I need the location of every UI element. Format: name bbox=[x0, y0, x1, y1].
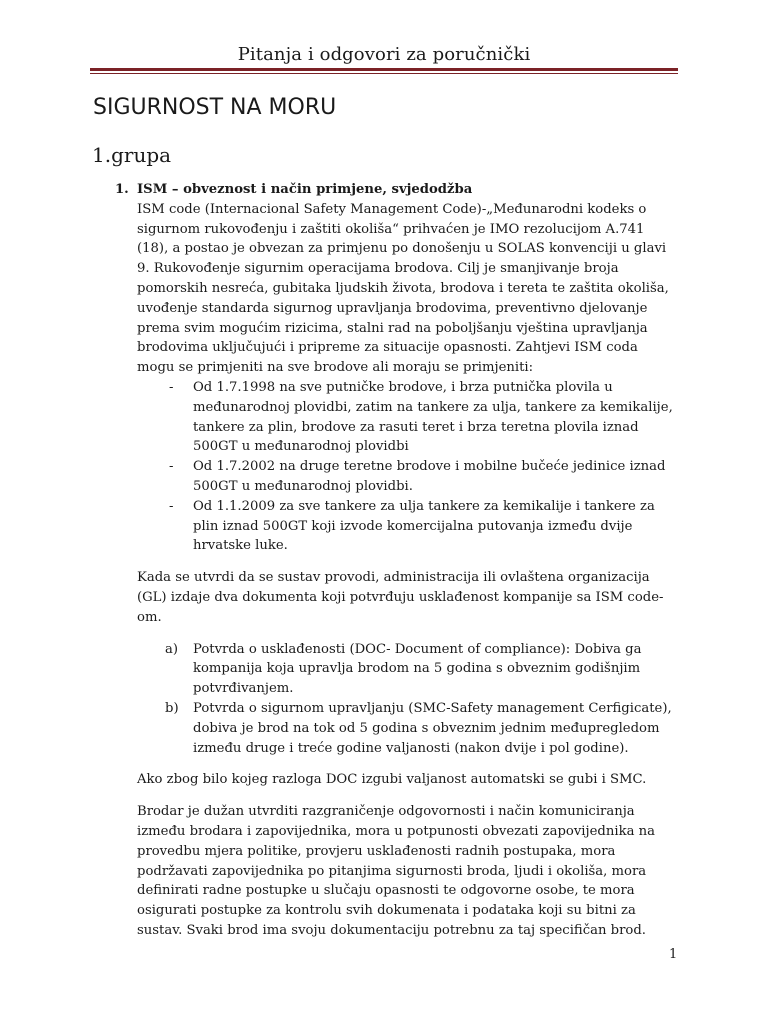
header-rule-thick bbox=[90, 68, 678, 71]
list-item-text: Od 1.7.1998 na sve putničke brodove, i brza putnička plovila u međunarodnoj plovidbi, zatim na tankere za ulja, tankere za kemikalije, tankere za plin, brodove za rasuti teret i brza teretna plovila iznad 500GT u međunarodnoj plovidbi bbox=[193, 379, 673, 455]
shipowner-duties-paragraph: Brodar je dužan utvrditi razgraničenje odgovornosti i način komuniciranja između brodara i zapovijednika, mora u potpunosti obvezati zapovijednika na provedbu mjera politike, provjeru usklađenosti radnih postupaka, mora podržavati zapovijednika po pitanjima sigurnosti broda, ljudi i okoliša, mora definirati radne postupke u slučaju opasnosti te odgovorne osobe, te mora osigurati postupke za kontrolu svih dokumenata i podataka koji su bitni za sustav. Svaki brod ima svoju dokumentaciju potrebnu za taj specifičan brod. bbox=[137, 804, 655, 938]
question-number: 1. bbox=[115, 182, 129, 197]
list-item bbox=[137, 699, 677, 758]
list-item bbox=[137, 640, 677, 699]
list-item bbox=[137, 457, 677, 497]
list-item-text: Od 1.1.2009 za sve tankere za ulja tankere za kemikalije i tankere za plin iznad 500GT koji izvode komercijalna putovanja između dvije hrvatske luke. bbox=[193, 498, 655, 554]
list-item bbox=[137, 497, 677, 556]
alpha-marker: a) bbox=[165, 641, 179, 657]
list-item-text: Potvrda o usklađenosti (DOC- Document of compliance): Dobiva ga kompanija koja upravlja brodom na 5 godina s obveznim godišnjim potvrđivanjem. bbox=[193, 641, 642, 697]
dash-bullet: - bbox=[169, 459, 174, 475]
page-number: 1 bbox=[669, 947, 678, 962]
section-title: SIGURNOST NA MORU bbox=[93, 95, 337, 120]
dash-bullet: - bbox=[169, 498, 174, 514]
question-body bbox=[115, 180, 677, 941]
running-header: Pitanja i odgovori za poručnički bbox=[237, 44, 531, 65]
alpha-marker: b) bbox=[165, 700, 179, 716]
list-item bbox=[137, 378, 677, 457]
list-item-text: Potvrda o sigurnom upravljanju (SMC-Safety management Cerfigicate), dobiva je brod na tok od 5 godina s obveznim jednim međupregledom između druge i treće godine valjanosti (nakon dvije i pol godine). bbox=[193, 700, 672, 756]
documents-list bbox=[137, 640, 677, 759]
group-title: 1.grupa bbox=[92, 143, 172, 167]
admin-paragraph: Kada se utvrdi da se sustav provodi, administracija ili ovlaštena organizacija (GL) izdaje dva dokumenta koji potvrđuju usklađenost kompanije sa ISM code-om. bbox=[137, 570, 664, 625]
header-rule-thin bbox=[90, 73, 678, 74]
dash-bullet: - bbox=[169, 379, 174, 395]
doc-validity-paragraph: Ako zbog bilo kojeg razloga DOC izgubi valjanost automatski se gubi i SMC. bbox=[137, 772, 647, 788]
applicability-list bbox=[137, 378, 677, 556]
question-heading bbox=[115, 180, 677, 200]
list-item-text: Od 1.7.2002 na druge teretne brodove i mobilne bučeće jedinice iznad 500GT u međunarodnoj plovidbi. bbox=[193, 459, 666, 494]
question-title: ISM – obveznost i način primjene, svjedodžba bbox=[137, 182, 473, 197]
intro-paragraph: ISM code (Internacional Safety Management Code)-„Međunarodni kodeks o sigurnom rukovođenju i zaštiti okoliša“ prihvaćen je IMO rezolucijom A.741 (18), a postao je obvezan za primjenu po donošenju u SOLAS konvenciji u glavi 9. Rukovođenje sigurnim operacijama brodova. Cilj je smanjivanje broja pomorskih nesreća, gubitaka ljudskih života, brodova i tereta te zaštita okoliša, uvođenje standarda sigurnog upravljanja brodovima, preventivno djelovanje prema svim mogućim rizicima, stalni rad na poboljšanju vještina upravljanja brodovima uključujući i pripreme za situacije opasnosti. Zahtjevi ISM coda mogu se primjeniti na sve brodove ali moraju se primjeniti: bbox=[137, 201, 669, 376]
